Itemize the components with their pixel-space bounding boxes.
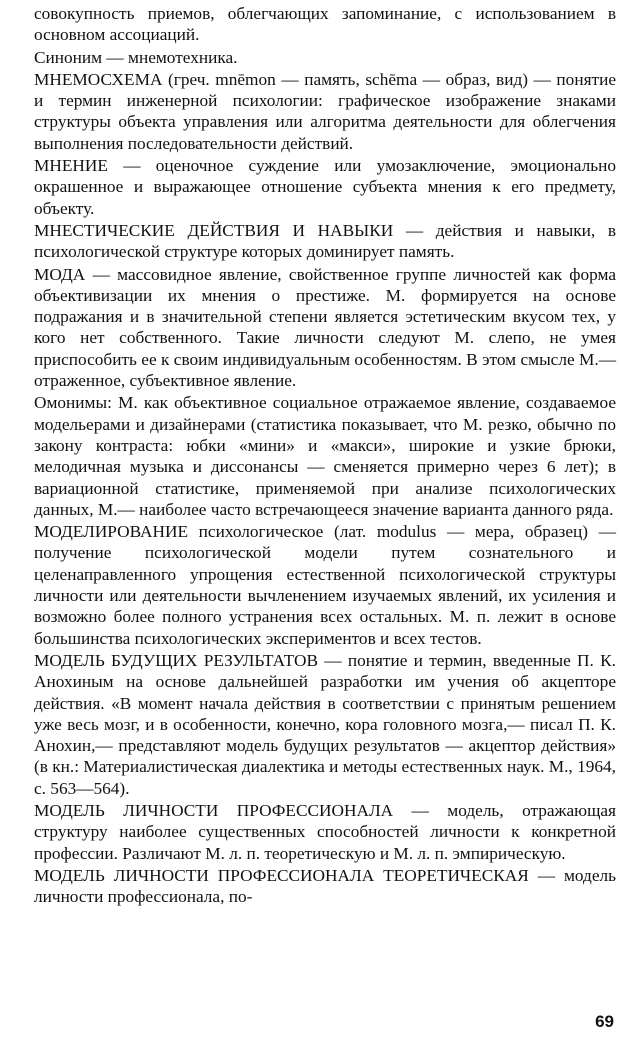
entry-modelirovanie: МОДЕЛИРОВАНИЕ психологическое (лат. modulus — мера, образец) — получение психологической модели путем сознательного и целенаправленного упрощения естественной психологической структуры личности или деятельности вычленением изучаемых явлений, их усиления и возможно более полного устранения всех остальных. М. п. лежит в основе большинства психологических экспериментов и всех тестов. — [34, 522, 616, 648]
entry-model-budushchikh-rezultatov: МОДЕЛЬ БУДУЩИХ РЕЗУЛЬТАТОВ — понятие и термин, введенные П. К. Анохиным на основе дальнейшей разработки им учения об акцепторе действия. «В момент начала действия в соответствии с принятым решением уже весь мозг, и в особенности, конечно, кора головного мозга,— писал П. К. Анохин,— представляют модель будущих результатов — акцептор действия» (в кн.: Материалистическая диалектика и методы естественных наук. М., 1964, с. 563—564). — [34, 650, 616, 798]
text-paragraph: Омонимы: М. как объективное социальное отражаемое явление, создаваемое модельерами и дизайнерами (статистика показывает, что М. резко, обычно по закону контраста: юбки «мини» и «макси», широкие и узкие брюки, мелодичная музыка и диссонансы — сменяется примерно через 6 лет); в вариационной статистике, применяемой при анализе психологических данных, М.— наиболее часто встречающееся значение варианта данного ряда. — [34, 393, 616, 519]
entry-mnemoskhema: МНЕМОСХЕМА (греч. mnēmon — память, schēma — образ, вид) — понятие и термин инженерной психологии: графическое изображение знаками структуры объекта управления или алгоритма деятельности для облегчения выполнения последовательности действий. — [34, 69, 616, 153]
entry-mnenie: МНЕНИЕ — оценочное суждение или умозаключение, эмоционально окрашенное и выражающее отношение субъекта мнения к его предмету, объекту. — [34, 156, 616, 218]
entry-model-lichnosti-teoreticheskaya: МОДЕЛЬ ЛИЧНОСТИ ПРОФЕССИОНАЛА ТЕОРЕТИЧЕСКАЯ — модель личности профессионала, по- — [34, 865, 616, 907]
page-number: 69 — [595, 1012, 614, 1031]
text-paragraph: Синоним — мнемотехника. — [34, 47, 238, 67]
entry-mnesticheskie-deystviya: МНЕСТИЧЕСКИЕ ДЕЙСТВИЯ И НАВЫКИ — действия и навыки, в психологической структуре которых доминирует память. — [34, 220, 616, 262]
entry-model-lichnosti-professionala: МОДЕЛЬ ЛИЧНОСТИ ПРОФЕССИОНАЛА — модель, отражающая структуру наиболее существенных способностей личности к конкретной профессии. Различают М. л. п. теоретическую и М. л. п. эмпирическую. — [34, 800, 616, 863]
entry-moda: МОДА — массовидное явление, свойственное группе личностей как форма объективизации их мнения о престиже. М. формируется на основе подражания и в значительной степени является эстетическим вкусом тех, у кого нет собственного. Такие личности следуют М. слепо, не умея приспособить ее к своим индивидуальным особенностям. В этом смысле М.— отраженное, субъективное явление. — [34, 264, 616, 391]
text-paragraph: совокупность приемов, облегчающих запоминание, с использованием в основном ассоциаций. — [34, 4, 616, 45]
